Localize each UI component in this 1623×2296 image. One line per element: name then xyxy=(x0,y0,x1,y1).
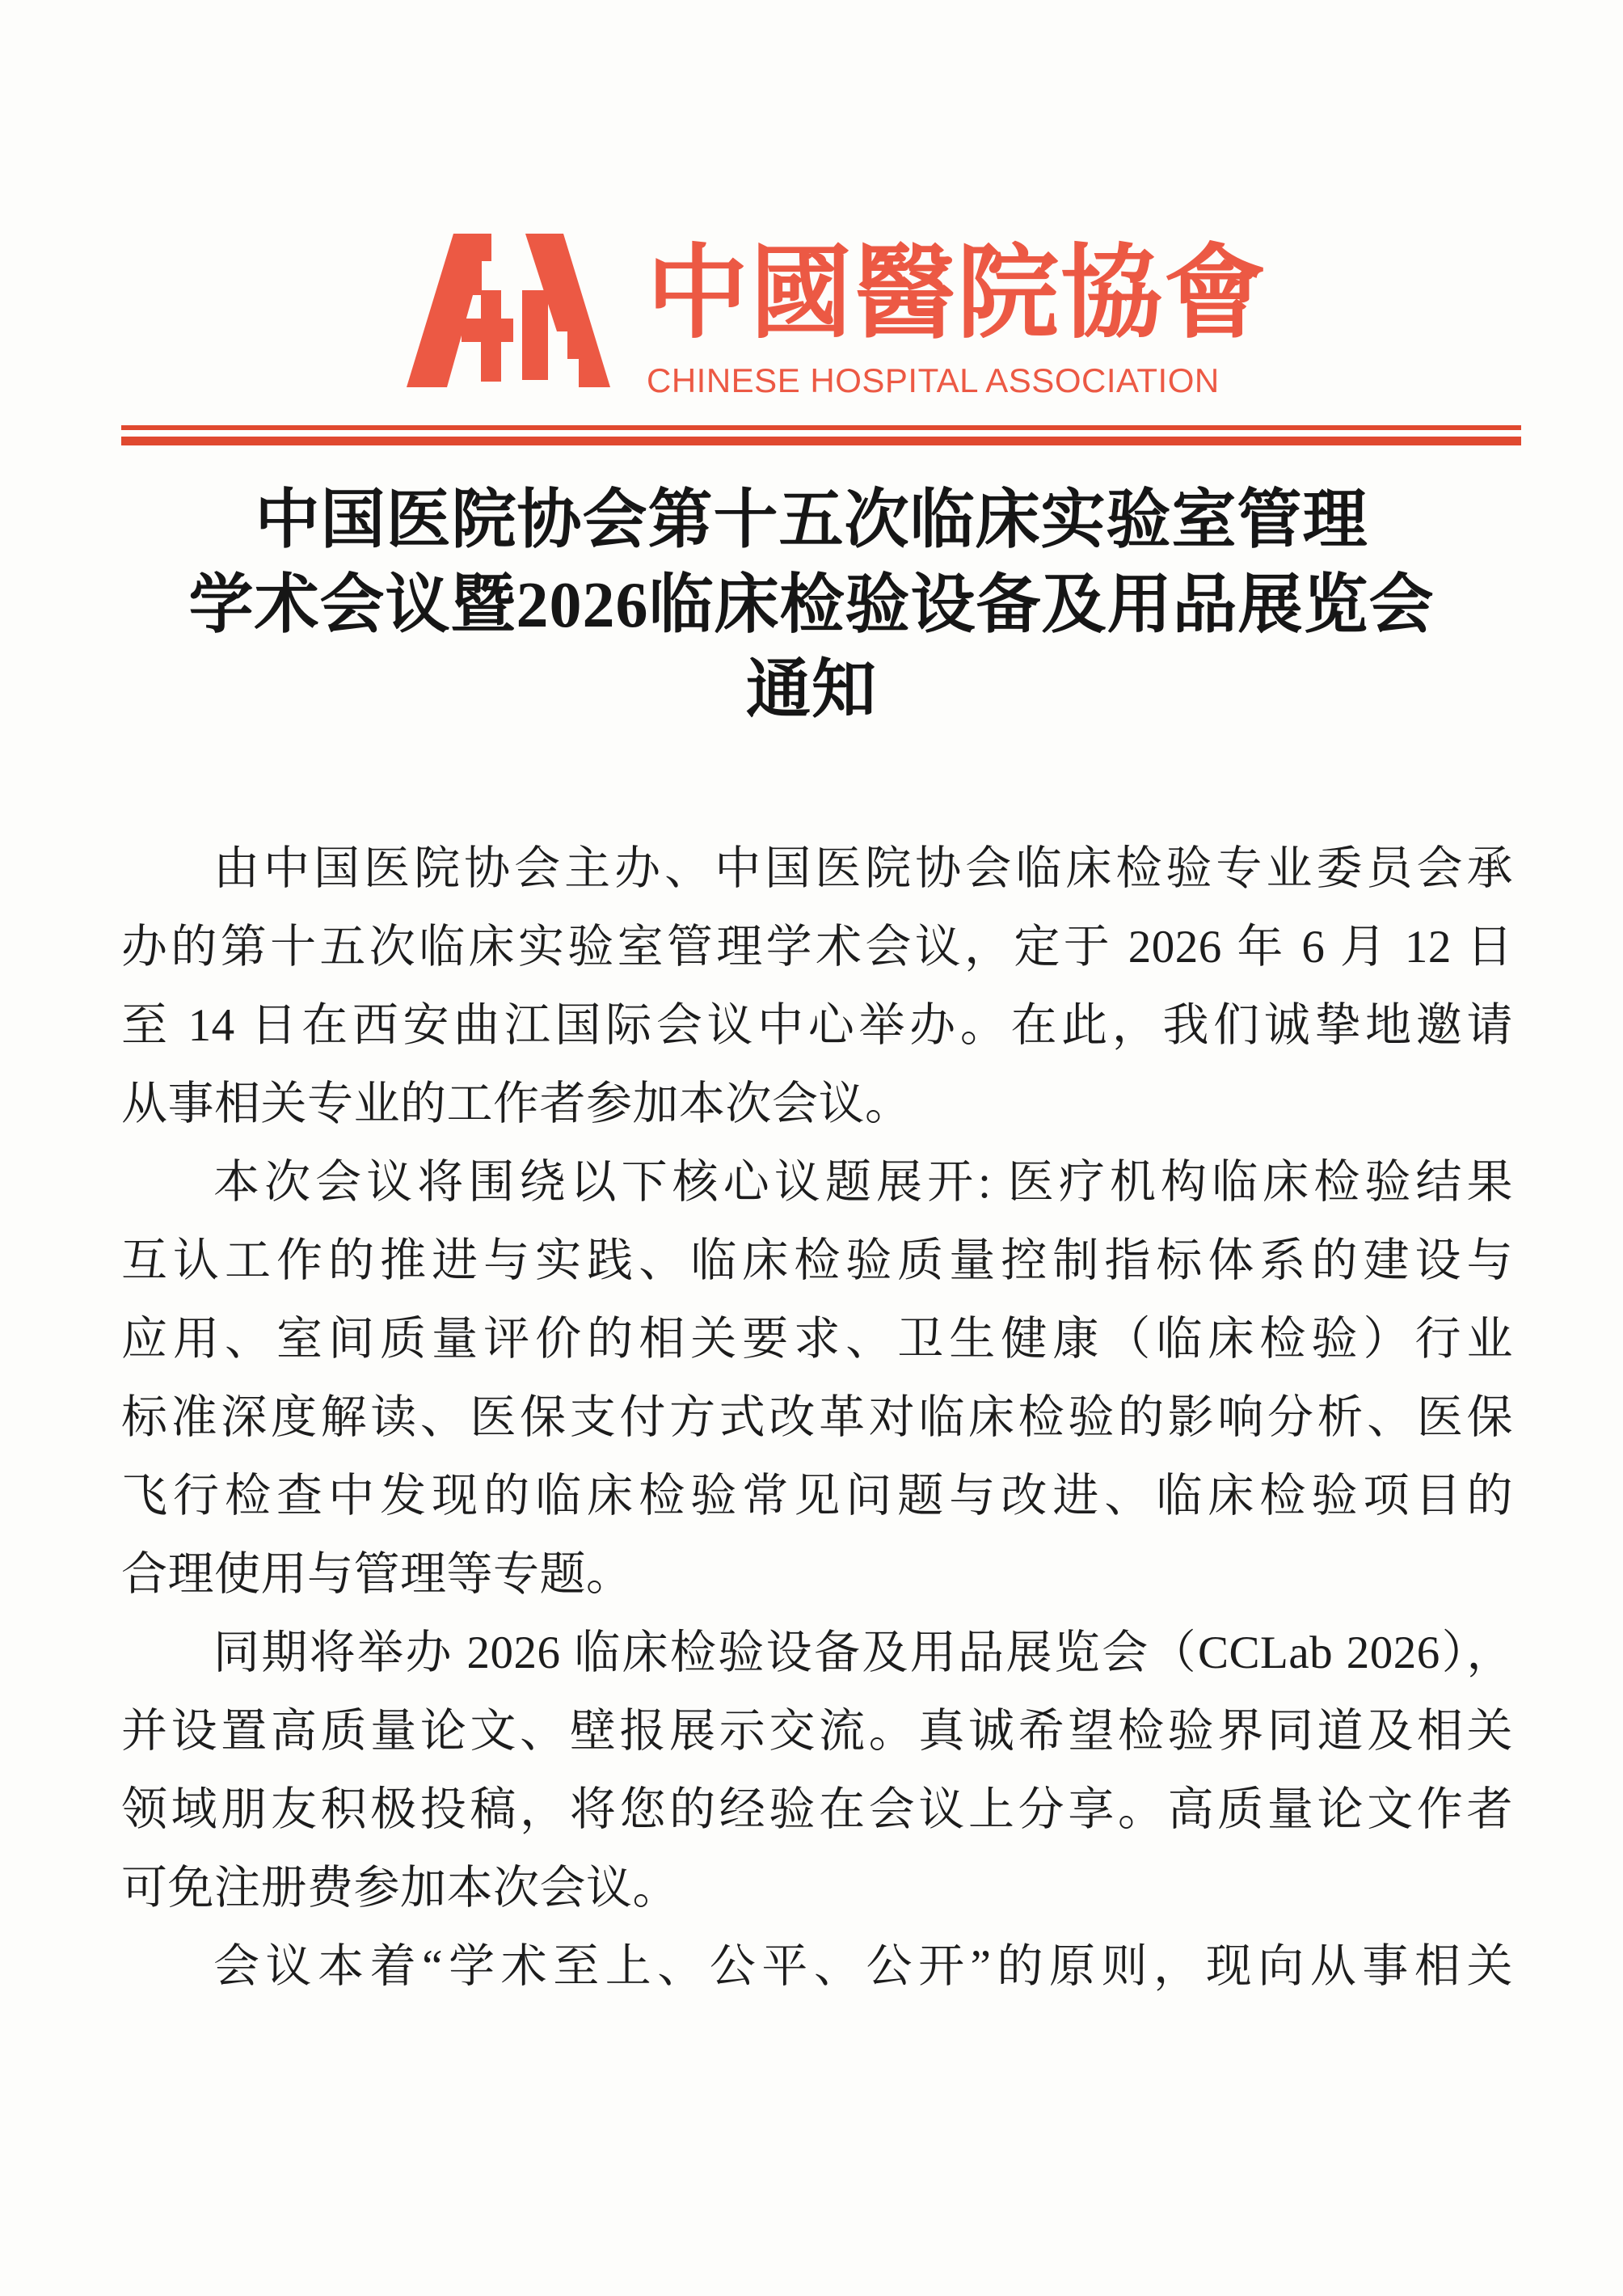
body-line: 合理使用与管理等专题。 xyxy=(121,1549,633,1600)
body-line: 可免注册费参加本次会议。 xyxy=(121,1863,679,1914)
rule-thin-line xyxy=(121,425,1521,430)
body-line: 由中国医院协会主办、中国医院协会临床检验专业委员会承 xyxy=(213,843,1513,894)
body-line: 至 14 日在西安曲江国际会议中心举办。在此，我们诚挚地邀请 xyxy=(121,1000,1513,1051)
body-line: 会议本着“学术至上、公平、公开”的原则，现向从事相关 xyxy=(213,1941,1513,1992)
logo-text xyxy=(647,231,1267,399)
double-rule xyxy=(121,425,1521,445)
cha-logo xyxy=(407,231,1267,399)
paragraph-3 xyxy=(121,1614,1513,1927)
logo-name-cn: 中國醫院協會 xyxy=(647,238,1267,351)
body-line: 标准深度解读、医保支付方式改革对临床检验的影响分析、医保 xyxy=(121,1392,1513,1443)
body-line: 并设置高质量论文、壁报展示交流。真诚希望检验界同道及相关 xyxy=(121,1706,1513,1757)
title-line-2: 学术会议暨2026临床检验设备及用品展览会 xyxy=(188,570,1435,641)
body-line: 领域朋友积极投稿，将您的经验在会议上分享。高质量论文作者 xyxy=(121,1784,1513,1835)
title-line-1: 中国医院协会第十五次临床实验室管理 xyxy=(255,485,1368,556)
body-line: 应用、室间质量评价的相关要求、卫生健康（临床检验）行业 xyxy=(121,1314,1513,1365)
body-line: 飞行检查中发现的临床检验常见问题与改进、临床检验项目的 xyxy=(121,1471,1513,1522)
logo-name-en: CHINESE HOSPITAL ASSOCIATION xyxy=(647,361,1220,399)
emblem-center-bar xyxy=(522,290,548,380)
title-line-3: 通知 xyxy=(746,655,877,726)
emblem-left-leg xyxy=(407,234,491,387)
body-line: 同期将举办 2026 临床检验设备及用品展览会（CCLab 2026）， xyxy=(213,1627,1513,1678)
paragraph-4 xyxy=(121,1927,1513,2006)
cha-emblem-icon xyxy=(407,231,613,390)
paragraph-1 xyxy=(121,829,1513,1143)
paragraph-2 xyxy=(121,1143,1513,1614)
rule-thick-line xyxy=(121,437,1521,445)
document-body xyxy=(121,829,1513,2006)
emblem-cross-horizontal xyxy=(462,319,513,342)
body-line: 从事相关专业的工作者参加本次会议。 xyxy=(121,1078,912,1129)
body-line: 互认工作的推进与实践、临床检验质量控制指标体系的建设与 xyxy=(121,1235,1513,1286)
body-line: 本次会议将围绕以下核心议题展开: 医疗机构临床检验结果 xyxy=(213,1157,1513,1208)
body-line: 办的第十五次临床实验室管理学术会议，定于 2026 年 6 月 12 日 xyxy=(121,922,1513,973)
document-title xyxy=(0,479,1623,733)
